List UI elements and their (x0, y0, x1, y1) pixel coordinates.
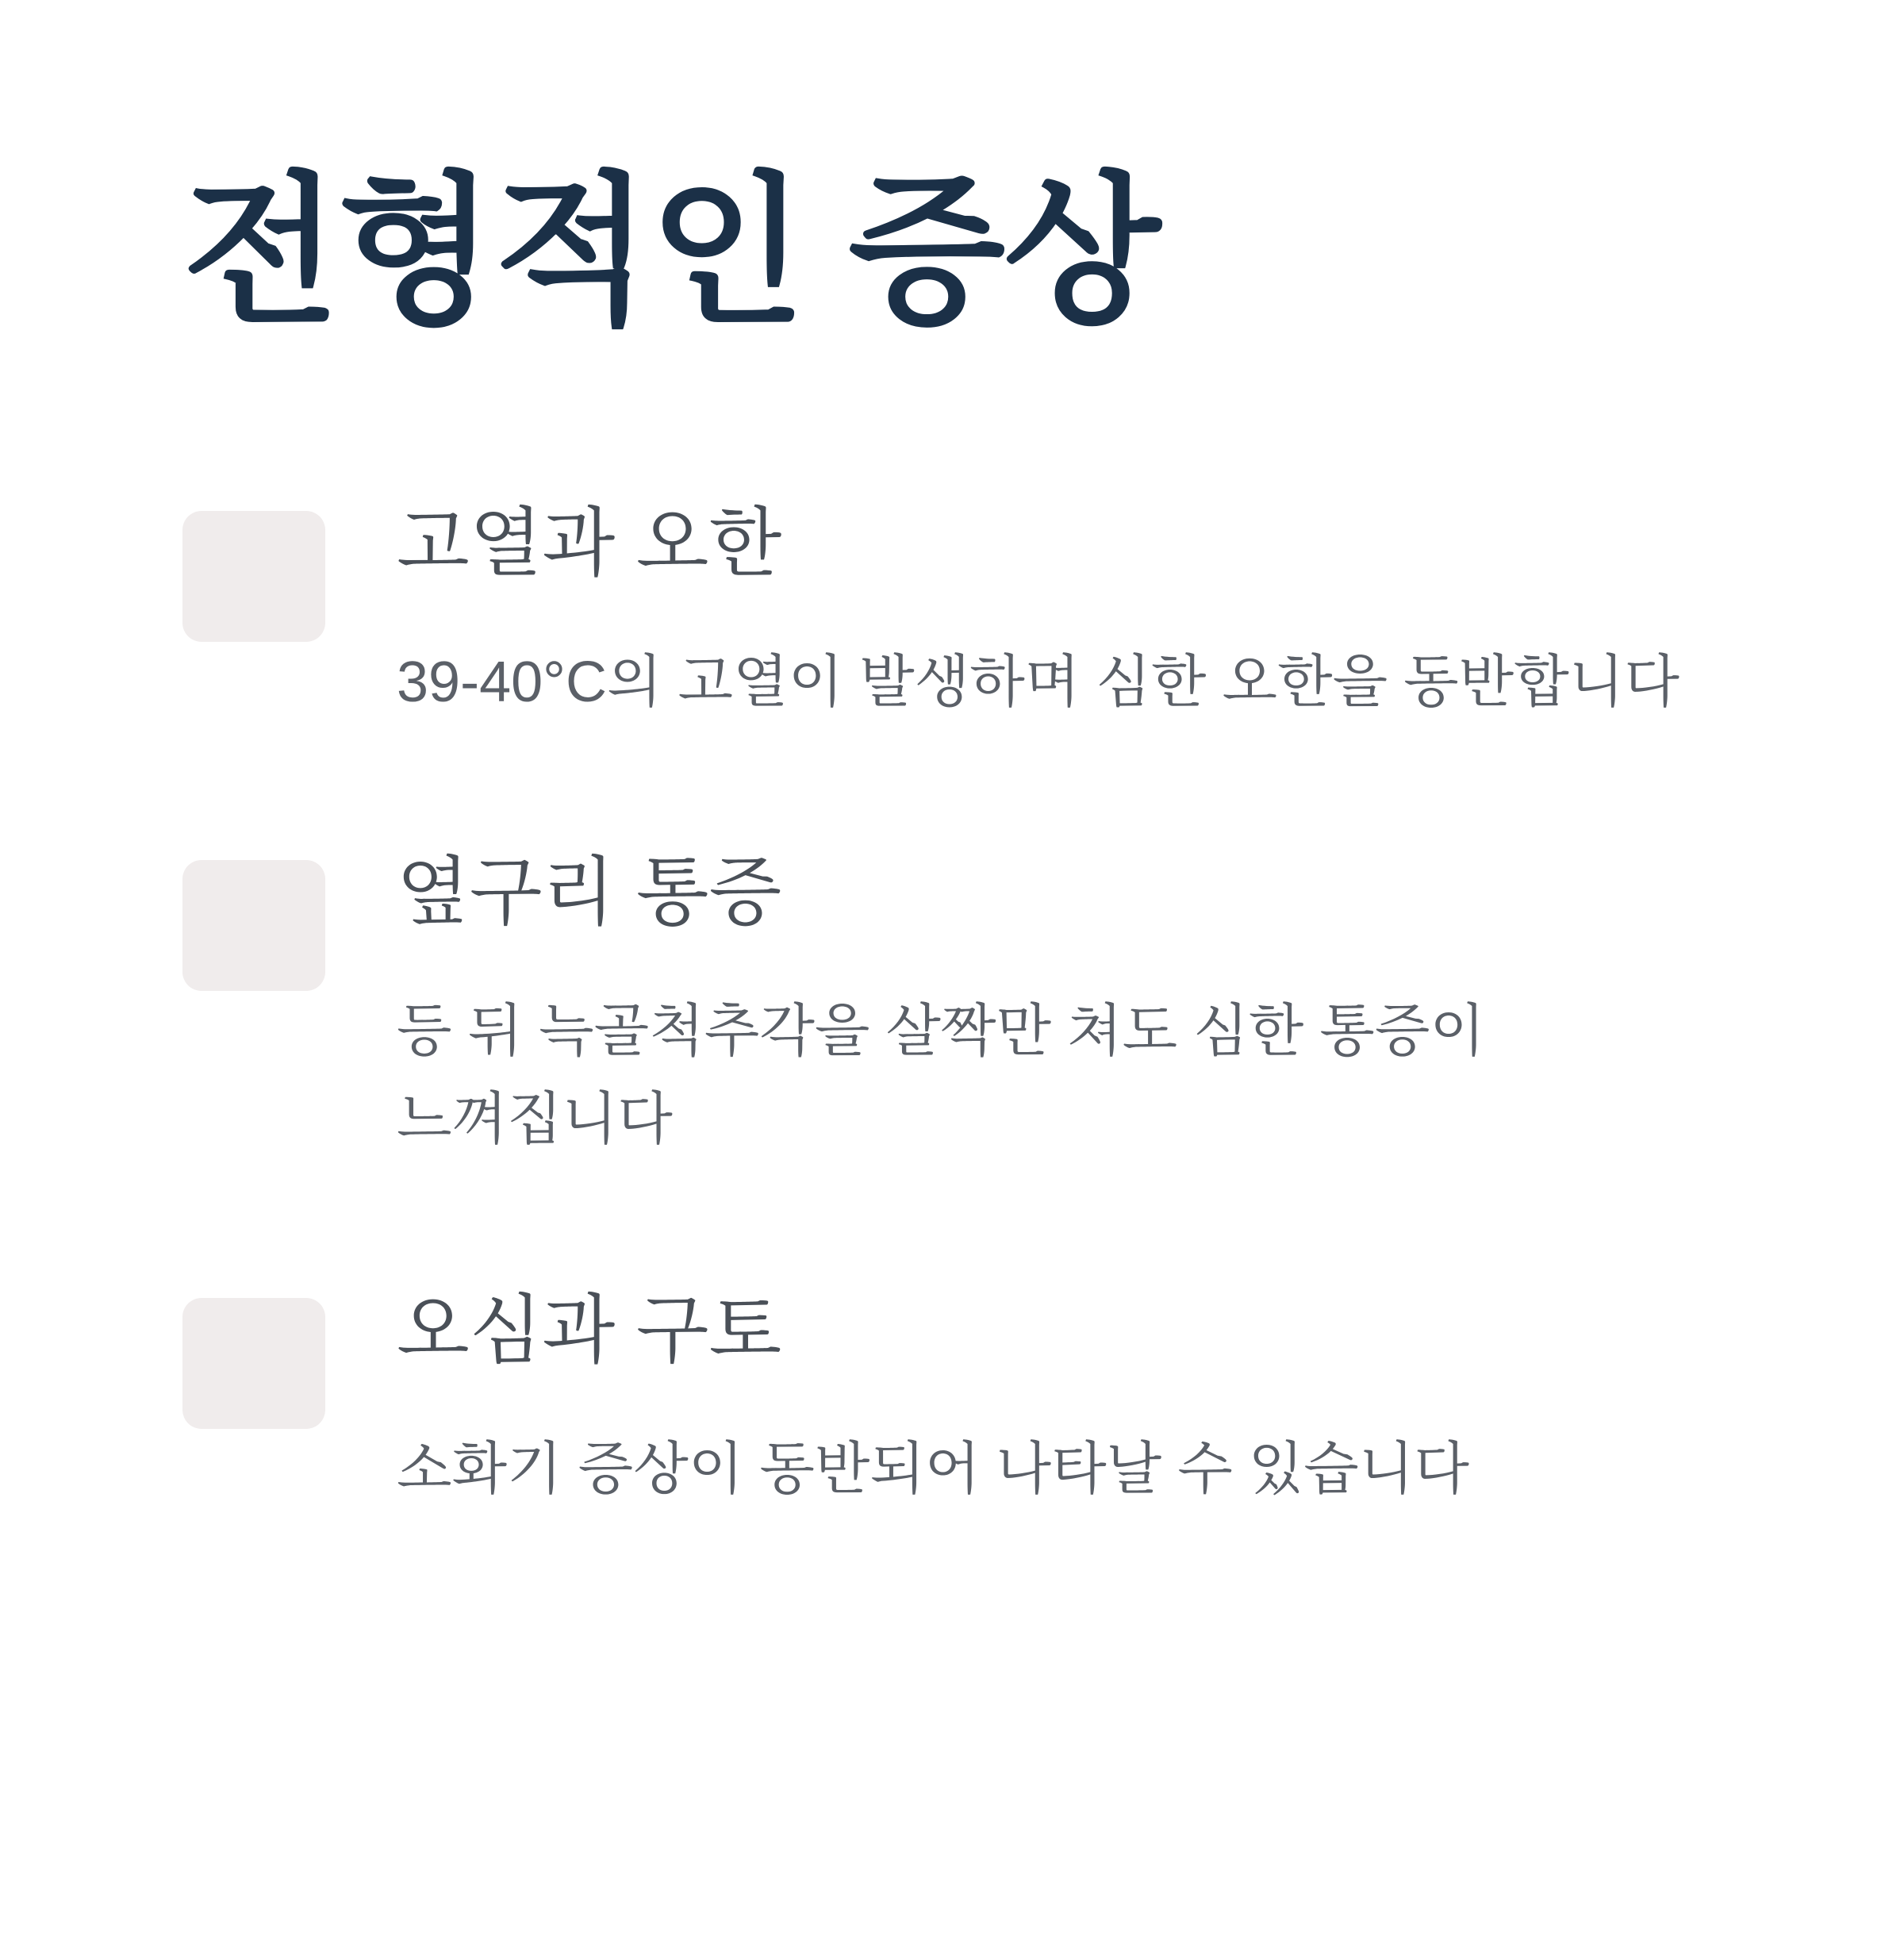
list-item-title: 옆구리 통증 (397, 850, 782, 935)
list-item (182, 1284, 1769, 1514)
list-item-description: 39-40°C의 고열이 발생하며 심한 오한을 동반합니다 (397, 650, 1679, 714)
list-item-description: 등 뒤 늑골척추각을 살짝만 쳐도 심한 통증이 느껴집니다 (397, 999, 1485, 1152)
list-item-title: 고열과 오한 (397, 501, 782, 586)
list-item-body (325, 1284, 1769, 1514)
square-bullet-icon (182, 1298, 325, 1429)
symptom-list (182, 497, 1769, 1515)
page-title: 전형적인 증상 (182, 161, 1160, 343)
list-item-body (325, 497, 1769, 727)
list-item (182, 846, 1769, 1165)
square-bullet-icon (182, 860, 325, 991)
list-item-description: 소화기 증상이 동반되어 나타날 수 있습니다 (397, 1437, 1469, 1501)
list-item-title: 오심과 구토 (397, 1288, 782, 1373)
list-item (182, 497, 1769, 727)
square-bullet-icon (182, 511, 325, 642)
list-item-body (325, 846, 1769, 1165)
